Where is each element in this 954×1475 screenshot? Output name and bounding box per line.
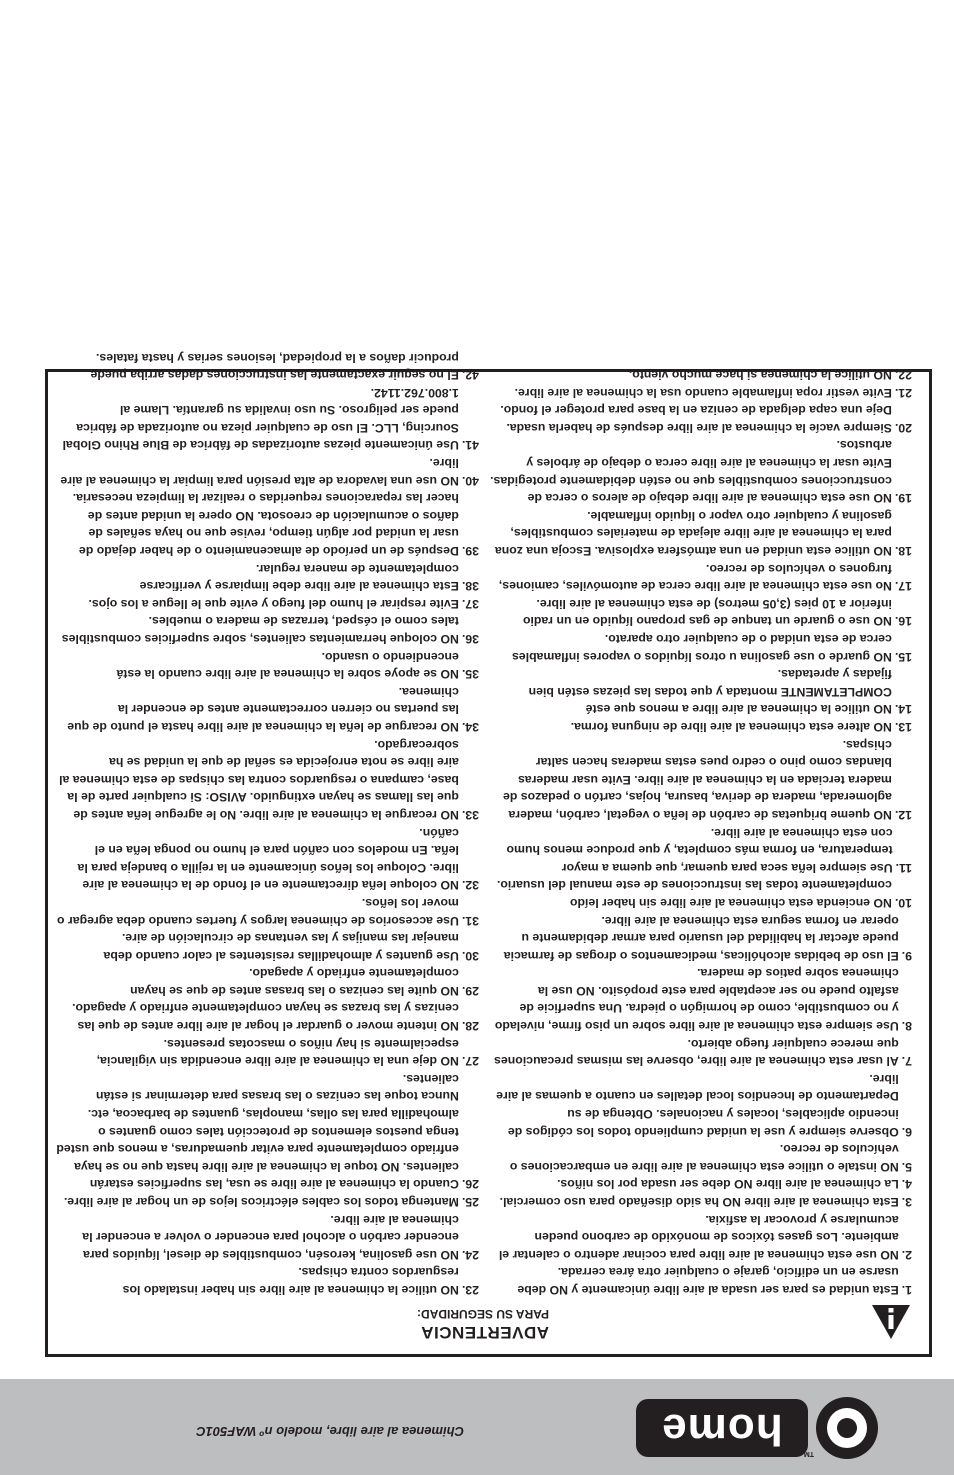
instruction-text: NO utilice esta unidad en una atmósfera explosiva. Escoja una zona para la chimenea al aire libre alejada de materiales combustibles, gasolina y cualquier otro vapor o líquido inflamable. xyxy=(494,508,892,559)
instruction-number: 33. xyxy=(461,807,479,822)
instruction-number: 36. xyxy=(461,632,479,647)
instruction-item xyxy=(488,911,912,964)
instruction-number: 30. xyxy=(461,948,479,963)
instruction-text: NO use gasolina, kerosén, combustibles de diesel, líquidos para encender carbón o alcohol para encender o volver a encender la chimenea al aire libre. xyxy=(82,1212,459,1262)
instruction-number: 4. xyxy=(901,1177,912,1192)
instruction-text: El no seguir exactamente las instrucciones dadas arriba puede producir daños a la propiedad, lesiones serias y hasta fatales. xyxy=(90,350,459,383)
instruction-text: NO recargue la chimenea al aire libre. No le agregue leña antes de que las llamas se hayan extinguido. AVISO: Si cualquier parte de la base, campana o resguardos contra las chispas de esta chimenea al aire libre se nota enrojecida es señal de que la unidad se ha sobrecargado. xyxy=(59,737,459,822)
instruction-number: 38. xyxy=(461,579,479,594)
instruction-item xyxy=(488,964,912,1034)
instruction-text: NO coloque herramientas calientes, sobre superficies combustibles tales como el césped, terrazas de madera o muebles. xyxy=(61,614,459,647)
instruction-item xyxy=(488,1034,912,1069)
instruction-item xyxy=(488,629,912,664)
warning-box xyxy=(45,350,932,1357)
instruction-text: NO utilice la chimenea si hace mucho viento. xyxy=(628,368,892,383)
instruction-number: 8. xyxy=(901,1019,912,1034)
instruction-text: Esta unidad es para ser usada al aire libre únicamente y NO debe usarse en un edificio, garaje o cualquier otra área cerrada. xyxy=(517,1265,899,1297)
instruction-item xyxy=(55,489,479,559)
instruction-number: 11. xyxy=(895,860,912,875)
instruction-item xyxy=(55,682,479,735)
instruction-number: 39. xyxy=(461,544,479,559)
instruction-item xyxy=(488,1069,912,1139)
instruction-text: NO quite las cenizas o las brasas antes de que se hayan completamente enfriado y apagado. xyxy=(130,966,459,998)
instruction-text: Cuando la chimenea al aire libre se usa, las superficies estarán calientes. NO toque la chimenea al aire libre hasta que no se haya enfriado completamente para evitar quemaduras, a menos que usted tenga puestos elementos de protección tales como guantes o almohadilla para las ollas, manoplas, guantes de barbacoa, etc. Nunca toque las cenizas o las brasas para determinar si están calientes. xyxy=(56,1071,459,1192)
instruction-text: NO instale o utilice esta chimenea al aire libre en embarcaciones o vehículos de recreo. xyxy=(509,1142,899,1174)
instruction-item xyxy=(488,1175,912,1193)
instruction-number: 15. xyxy=(894,649,912,664)
trademark-mark: TM xyxy=(803,1450,814,1457)
instruction-item xyxy=(488,1263,912,1298)
instruction-text: NO encienda esta chimenea al aire libre sin haber leído completamente todas las instrucciones de este manual del usuario. xyxy=(496,878,892,910)
instruction-item xyxy=(488,383,912,401)
instruction-item xyxy=(488,401,912,436)
instruction-number: 9. xyxy=(901,948,912,963)
instruction-item xyxy=(488,594,912,629)
instruction-item xyxy=(55,893,479,928)
instruction-number: 6. xyxy=(901,1124,912,1139)
instructions-left-column xyxy=(488,366,912,1298)
instruction-text: NO utilice la chimenea al aire libre a menos que esté COMPLETAMENTE montada y que todas las piezas estén bien fijadas y apretadas. xyxy=(528,667,892,717)
instruction-number: 2. xyxy=(901,1247,912,1262)
warning-exclamation-icon xyxy=(871,1304,911,1340)
instruction-text: No use esta chimenea al aire libre cerca de automóviles, camiones, furgones o vehículos de recreo. xyxy=(498,561,892,594)
instruction-number: 19. xyxy=(894,491,912,506)
instruction-item xyxy=(55,999,479,1034)
instruction-item xyxy=(55,348,479,383)
instruction-text: NO recargue de leña la chimenea al aire libre hasta el punto de que las puertas no cierren correctamente antes de encender la chimenea. xyxy=(67,684,459,734)
instruction-text: NO guarde o use gasolina u otros líquidos o vapores inflamables cerca de esta unidad o de cualquier otro aparato. xyxy=(511,632,892,664)
instruction-item xyxy=(488,1140,912,1175)
instruction-item xyxy=(488,665,912,718)
instruction-text: Esta chimenea al aire libre NO ha sido diseñado para uso comercial. xyxy=(499,1195,899,1210)
instruction-item xyxy=(55,964,479,999)
instruction-text: Use siempre leña seca para quemar, que quema a mayor temperatura, en forma más completa, y que produce menos humo con esta chimenea al aire libre. xyxy=(506,825,893,875)
instruction-item xyxy=(55,594,479,612)
instruction-item xyxy=(488,823,912,876)
instruction-text: El uso de bebidas alcohólicas, medicamentos o drogas de farmacia puede afectar la habilidad del usuario para armar debidamente u operar en forma segura esta chimenea al aire libre. xyxy=(503,913,899,963)
instruction-item xyxy=(55,559,479,594)
instruction-item xyxy=(488,735,912,823)
instruction-text: Use accesorios de chimenea largos y fuertes cuando deba agregar o mover los leños. xyxy=(57,895,459,928)
instruction-number: 25. xyxy=(461,1195,479,1210)
instruction-number: 18. xyxy=(894,544,912,559)
instruction-number: 28. xyxy=(461,1019,479,1034)
instruction-number: 16. xyxy=(894,614,912,629)
instructions-right-column xyxy=(55,348,479,1298)
instruction-number: 1. xyxy=(901,1283,912,1297)
instruction-text: NO utilice la chimenea al aire libre sin haber instalado los resguardos contra chispas. xyxy=(122,1265,459,1297)
brand-wordmark: home xyxy=(636,1399,808,1457)
instruction-number: 26. xyxy=(461,1177,479,1192)
instruction-number: 42. xyxy=(461,368,479,383)
instruction-item xyxy=(55,823,479,893)
instruction-number: 27. xyxy=(461,1054,479,1069)
instruction-item xyxy=(55,383,479,453)
instruction-item xyxy=(55,1210,479,1263)
instruction-item xyxy=(488,1210,912,1263)
instruction-number: 37. xyxy=(461,596,479,611)
instruction-number: 13. xyxy=(894,720,912,734)
instruction-item xyxy=(55,647,479,682)
instruction-number: 23. xyxy=(461,1283,479,1297)
instruction-text: Esta chimenea al aire libre debe limpiarse y verificarse completamente de manera regular. xyxy=(139,561,459,594)
instruction-text: NO queme briquetas de carbón de leña o vegetal, carbón, madera aglomerada, madera de deriva, basura, hojas, cartón o pedazos de madera terciada en la chimenea al aire libre. Evite usar maderas blandas como pino o cedro pues estas maderas hacen saltar chispas. xyxy=(503,737,892,822)
instruction-number: 34. xyxy=(461,720,479,734)
instruction-text: NO use esta chimenea al aire libre debajo de aleros o cerca de construcciones combustibles que no estén debidamente protegidas. Evite usar la chimenea al aire libre cerca o debajo de árboles y arbustos. xyxy=(490,438,892,506)
instruction-item xyxy=(55,454,479,489)
instruction-number: 10. xyxy=(894,895,912,910)
instruction-number: 35. xyxy=(461,667,479,682)
target-bullseye-icon xyxy=(803,1397,878,1459)
instruction-number: 29. xyxy=(461,983,479,998)
instruction-item xyxy=(488,436,912,506)
instruction-number: 20. xyxy=(894,420,912,435)
instruction-item xyxy=(55,612,479,647)
instruction-item xyxy=(488,717,912,735)
instruction-item xyxy=(488,1192,912,1210)
instruction-item xyxy=(488,366,912,384)
instruction-text: Evite vestir ropa inflamable cuando usa la chimenea al aire libre. xyxy=(514,385,892,400)
instruction-number: 21. xyxy=(894,385,912,400)
instruction-text: NO se apoye sobre la chimenea al aire libre cuando la está encendiendo o usando. xyxy=(116,649,459,682)
document-title: Chimenea al aire libre, modelo nº WAF501C xyxy=(196,1424,464,1439)
instruction-number: 5. xyxy=(901,1159,912,1174)
instruction-text: NO coloque leña directamente en el fondo de la chimenea al aire libre. Coloque los leños únicamente en la rejilla o bandeja para la leña. En modelos con cañón para el humo no ponga leña en el cañón. xyxy=(77,825,459,893)
instruction-item xyxy=(55,1069,479,1192)
instruction-text: NO altere esta chimenea al aire libre de ninguna forma. xyxy=(570,720,892,734)
instruction-text: La chimenea al aire libre NO debe ser usada por los niños. xyxy=(557,1177,899,1192)
instruction-number: 7. xyxy=(901,1054,912,1069)
instruction-item xyxy=(488,506,912,559)
instruction-text: NO use esta chimenea al aire libre para cocinar adentro o calentar el ambiente. Los gases tóxicos de monóxido de carbono pueden acumularse y provocar la asfixia. xyxy=(498,1212,899,1262)
header-band xyxy=(0,1379,954,1475)
instruction-text: Siempre vacíe la chimenea al aire libre después de haberla usada. Deje una capa delgada de ceniza en la base para proteger el fondo. xyxy=(500,403,892,435)
instruction-item xyxy=(488,876,912,911)
instruction-number: 32. xyxy=(461,878,479,893)
instruction-text: Observe siempre y use la unidad cumpliendo todos los códigos de incendio aplicables, locales y nacionales. Obtenga de su Departamento de Incendios local detalles en cuanto a quemas al aire libre. xyxy=(496,1071,899,1139)
instruction-text: Mantenga todos los cables eléctricos lejos de un hogar al aire libre. xyxy=(63,1195,459,1210)
instruction-number: 31. xyxy=(461,913,479,928)
instruction-text: NO use una lavadora de alta presión para limpiar la chimenea al aire libre. xyxy=(60,456,459,488)
instruction-item xyxy=(488,559,912,594)
instruction-number: 22. xyxy=(894,368,912,383)
instruction-text: Use guantes y almohadillas resistentes al calor cuando deba manejar las manijas y las ventanas de circulación de aire. xyxy=(103,931,459,963)
instruction-item xyxy=(55,1192,479,1210)
instruction-item xyxy=(55,1263,479,1298)
instruction-item xyxy=(55,735,479,823)
instruction-text: Use únicamente piezas autorizadas de fábrica de Blue Rhino Global Sourcing, LLC. El uso de cualquier pieza no autorizada de fábrica puede ser peligroso. Su uso invalida su garantía. Llame al 1.800.762.1142. xyxy=(62,385,459,453)
instruction-item xyxy=(55,1034,479,1069)
instruction-item xyxy=(55,929,479,964)
instruction-text: NO use o guarde un tanque de gas propano líquido en un radio inferior a 10 pies (3,05 metros) de esta chimenea al aire libre. xyxy=(522,596,892,629)
instruction-text: NO intente mover o guardar el hogar al aire libre antes de que las cenizas y las brazas se hayan completamente enfriado y apagado. xyxy=(72,1001,459,1034)
instruction-text: NO deje una la chimenea al aire libre encendida sin vigilancia, especialmente si hay niños o mascotas presentes. xyxy=(96,1036,459,1069)
instruction-number: 24. xyxy=(461,1247,479,1262)
instruction-text: Use siempre esta chimenea al aire libre sobre un piso firme, nivelado y no combustible, como de hormigón o piedra. Una superficie de asfalto puede no ser aceptable para este propósito. NO use la chimenea sobre patios de madera. xyxy=(494,966,899,1034)
brand-logo xyxy=(636,1393,878,1463)
instruction-number: 40. xyxy=(461,473,479,488)
instruction-number: 3. xyxy=(901,1195,912,1210)
instruction-text: Al usar esta chimenea al aire libre, observe las mismas precauciones que merece cualquier fuego abierto. xyxy=(494,1036,899,1069)
warning-title: ADVERTENCIA xyxy=(420,1323,549,1342)
instruction-number: 12. xyxy=(894,807,912,822)
instruction-text: Evite respirar el humo del fuego y evite que le llegue a los ojos. xyxy=(88,596,459,611)
warning-subtitle: PARA SU SEGURIDAD: xyxy=(416,1307,549,1321)
instruction-number: 14. xyxy=(894,702,912,717)
instruction-text: Después de un período de almacenamiento o de haber dejado de usar la unidad por algún tiempo, revise que no haya señales de daños o acumulación de creosota. NO opere la unidad antes de hacer las reparaciones requeridas o realizar la limpieza necesaria. xyxy=(72,491,459,559)
instruction-number: 41. xyxy=(461,438,479,453)
instruction-number: 17. xyxy=(894,579,912,594)
